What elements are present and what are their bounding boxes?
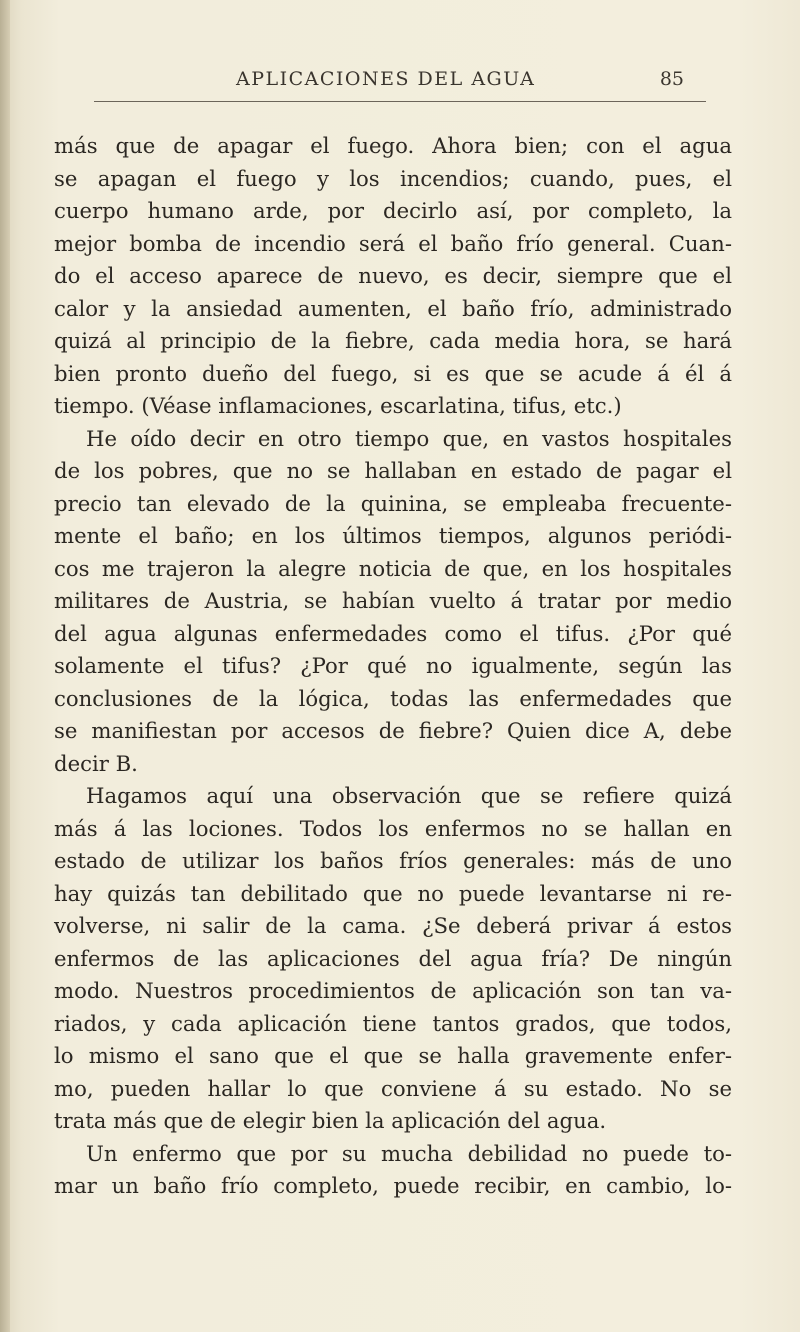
text-line: calor y la ansiedad aumenten, el baño frío, administrado [54,295,732,321]
text-line: cuerpo humano arde, por decirlo así, por completo, la [54,198,732,223]
text-line: trata más que de elegir bien la aplicación del agua. [54,1108,607,1133]
text-line: do el acceso aparece de nuevo, es decir, siempre que el [54,263,732,288]
text-line: volverse, ni salir de la cama. ¿Se deberá privar á estos [54,913,732,938]
body-text [54,130,732,1203]
text-line: modo. Nuestros procedimientos de aplicación son tan va- [54,978,732,1003]
text-line: mo, pueden hallar lo que conviene á su estado. No se [54,1075,732,1101]
text-line: estado de utilizar los baños fríos generales: más de uno [54,848,732,873]
text-line: decir B. [54,750,138,776]
text-line: del agua algunas enfermedades como el tifus. ¿Por qué [54,620,732,646]
running-title: APLICACIONES DEL AGUA [236,68,536,90]
text-line: mar un baño frío completo, puede recibir, en cambio, lo- [54,1173,732,1198]
text-line: se manifiestan por accesos de fiebre? Quien dice A, debe [54,718,732,743]
text-line: riados, y cada aplicación tiene tantos grados, que todos, [54,1010,732,1036]
text-line: cos me trajeron la alegre noticia de que, en los hospitales [54,555,732,581]
text-line: Hagamos aquí una observación que se refiere quizá [86,783,732,808]
text-line: mente el baño; en los últimos tiempos, algunos periódi- [54,523,732,548]
header-rule [94,101,706,102]
text-line: mejor bomba de incendio será el baño frío general. Cuan- [54,230,732,256]
text-line: de los pobres, que no se hallaban en estado de pagar el [54,458,732,483]
text-line: enfermos de las aplicaciones del agua fría? De ningún [54,945,732,971]
text-line: quizá al principio de la fiebre, cada media hora, se hará [54,328,732,353]
text-line: solamente el tifus? ¿Por qué no igualmente, según las [54,653,732,678]
text-line: más á las lociones. Todos los enfermos no se hallan en [54,815,732,841]
text-line: más que de apagar el fuego. Ahora bien; con el agua [54,133,732,158]
text-line: tiempo. (Véase inflamaciones, escarlatina, tifus, etc.) [54,393,622,418]
page-spine-shadow [0,0,10,1332]
text-line: hay quizás tan debilitado que no puede levantarse ni re- [54,880,732,906]
text-line: se apagan el fuego y los incendios; cuando, pues, el [54,165,732,191]
text-line: lo mismo el sano que el que se halla gravemente enfer- [54,1043,732,1068]
text-line: bien pronto dueño del fuego, si es que se acude á él á [54,360,732,386]
text-line: precio tan elevado de la quinina, se empleaba frecuente- [54,490,732,516]
text-line: He oído decir en otro tiempo que, en vastos hospitales [86,425,732,451]
text-line: militares de Austria, se habían vuelto á tratar por medio [54,588,732,613]
text-line: conclusiones de la lógica, todas las enfermedades que [54,685,732,711]
page-header [236,68,684,98]
text-line: Un enfermo que por su mucha debilidad no puede to- [86,1140,732,1166]
page-number: 85 [659,68,684,90]
